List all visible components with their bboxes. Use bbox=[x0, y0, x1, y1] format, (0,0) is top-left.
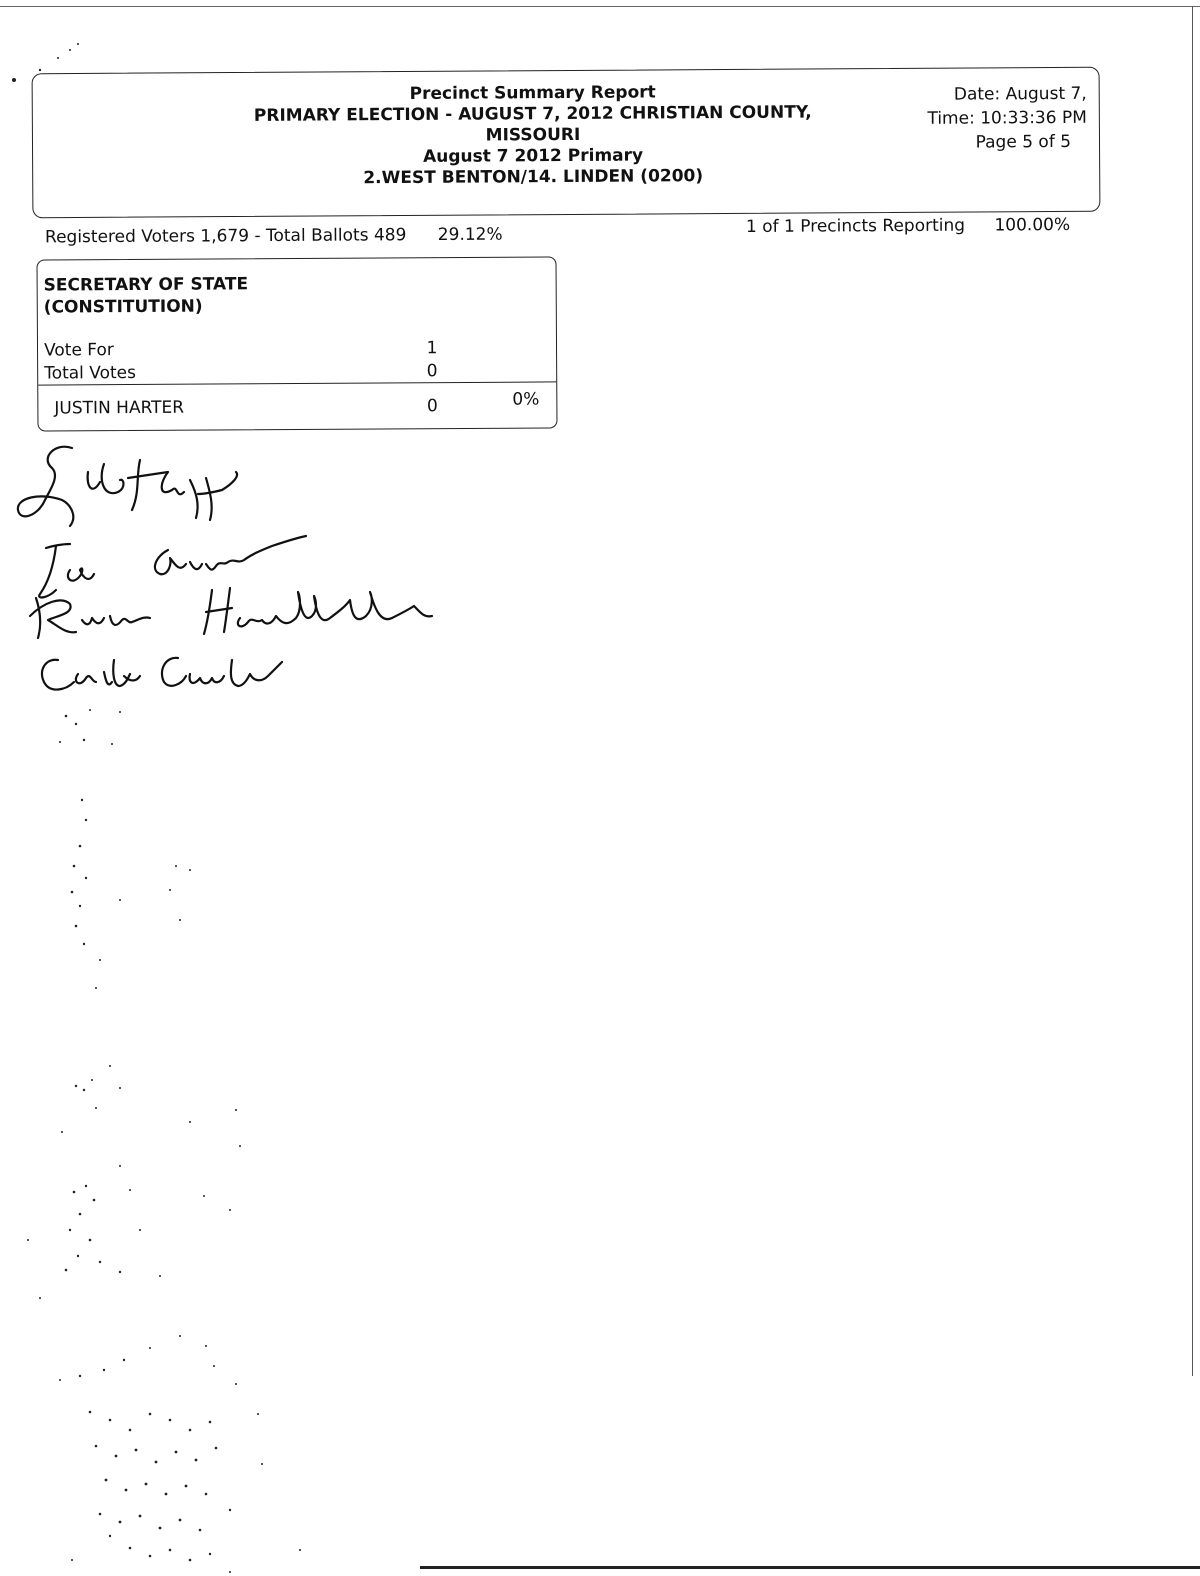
reporting-percent: 100.00% bbox=[994, 215, 1071, 236]
reporting-summary: 1 of 1 Precincts Reporting bbox=[745, 215, 966, 237]
vote-for-label: Vote For bbox=[43, 340, 114, 361]
candidate-votes: 0 bbox=[426, 396, 438, 417]
contest-title-line-1: SECRETARY OF STATE bbox=[43, 274, 249, 296]
report-date: Date: August 7, bbox=[953, 83, 1087, 105]
report-title: Precinct Summary Report bbox=[409, 82, 656, 104]
election-name: August 7 2012 Primary bbox=[423, 145, 644, 167]
precinct-name: 2.WEST BENTON/14. LINDEN (0200) bbox=[363, 166, 704, 189]
total-votes-value: 0 bbox=[426, 361, 438, 382]
vote-for-value: 1 bbox=[426, 338, 438, 359]
total-votes-label: Total Votes bbox=[44, 362, 137, 384]
election-line-2: MISSOURI bbox=[485, 124, 581, 146]
candidate-name: JUSTIN HARTER bbox=[54, 397, 185, 419]
report-time: Time: 10:33:36 PM bbox=[927, 107, 1087, 129]
election-line-1: PRIMARY ELECTION - AUGUST 7, 2012 CHRISTIAN COUNTY, bbox=[253, 102, 812, 126]
contest-title-line-2: (CONSTITUTION) bbox=[43, 296, 203, 318]
page-number: Page 5 of 5 bbox=[975, 131, 1072, 153]
turnout-summary: Registered Voters 1,679 - Total Ballots 489 bbox=[44, 225, 407, 248]
candidate-percent: 0% bbox=[512, 389, 540, 410]
turnout-percent: 29.12% bbox=[437, 224, 503, 245]
